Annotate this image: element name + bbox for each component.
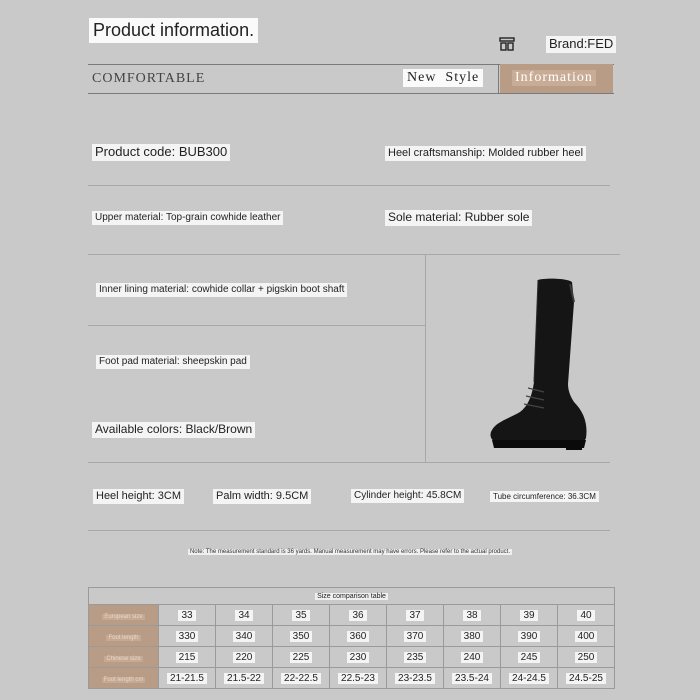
size-cell: 250 xyxy=(558,647,615,668)
cylinder-height: Cylinder height: 45.8CM xyxy=(351,489,464,503)
size-cell: 215 xyxy=(159,647,216,668)
size-cell: 22-22.5 xyxy=(273,668,330,689)
size-cell: 21-21.5 xyxy=(159,668,216,689)
size-cell: 33 xyxy=(159,605,216,626)
size-row-label: European size xyxy=(89,605,159,626)
size-table-caption: Size comparison table xyxy=(89,588,615,605)
table-row xyxy=(89,647,615,668)
size-cell: 370 xyxy=(387,626,444,647)
size-cell: 390 xyxy=(501,626,558,647)
foot-pad: Foot pad material: sheepskin pad xyxy=(96,355,250,369)
store-icon xyxy=(499,36,515,52)
size-cell: 23.5-24 xyxy=(444,668,501,689)
upper-material: Upper material: Top-grain cowhide leather xyxy=(92,211,283,225)
product-code: Product code: BUB300 xyxy=(92,144,230,161)
table-row xyxy=(89,668,615,689)
size-cell: 245 xyxy=(501,647,558,668)
information-label: Information xyxy=(512,70,596,86)
size-cell: 23-23.5 xyxy=(387,668,444,689)
heel-height: Heel height: 3CM xyxy=(93,489,184,504)
divider xyxy=(88,325,425,326)
size-table xyxy=(88,587,615,689)
size-cell: 38 xyxy=(444,605,501,626)
heel-craftsmanship: Heel craftsmanship: Molded rubber heel xyxy=(385,146,586,161)
size-cell: 360 xyxy=(330,626,387,647)
divider xyxy=(88,462,610,463)
available-colors: Available colors: Black/Brown xyxy=(92,422,255,438)
divider xyxy=(88,185,610,186)
size-cell: 340 xyxy=(216,626,273,647)
size-cell: 400 xyxy=(558,626,615,647)
tube-circumference: Tube circumference: 36.3CM xyxy=(490,491,599,502)
inner-lining: Inner lining material: cowhide collar + pigskin boot shaft xyxy=(96,283,347,297)
size-cell: 225 xyxy=(273,647,330,668)
size-cell: 240 xyxy=(444,647,501,668)
size-cell: 37 xyxy=(387,605,444,626)
size-row-label: Foot length xyxy=(89,626,159,647)
size-row-label: Chinese size xyxy=(89,647,159,668)
size-cell: 34 xyxy=(216,605,273,626)
measurement-note: Note: The measurement standard is 36 yards. Manual measurement may have errors. Please refer to the actual product. xyxy=(189,549,511,555)
size-cell: 22.5-23 xyxy=(330,668,387,689)
page-title: Product information. xyxy=(89,18,258,43)
new-style-label: New Style xyxy=(403,69,483,87)
tagline: COMFORTABLE xyxy=(92,71,206,86)
size-cell: 21.5-22 xyxy=(216,668,273,689)
sole-material: Sole material: Rubber sole xyxy=(385,210,532,226)
header-divider xyxy=(498,64,499,94)
size-cell: 235 xyxy=(387,647,444,668)
size-cell: 230 xyxy=(330,647,387,668)
divider xyxy=(425,254,426,462)
size-cell: 220 xyxy=(216,647,273,668)
size-cell: 350 xyxy=(273,626,330,647)
table-row xyxy=(89,605,615,626)
size-cell: 40 xyxy=(558,605,615,626)
size-cell: 36 xyxy=(330,605,387,626)
palm-width: Palm width: 9.5CM xyxy=(213,489,311,504)
brand-label: Brand:FED xyxy=(546,36,616,53)
size-cell: 39 xyxy=(501,605,558,626)
boot-image xyxy=(470,272,590,452)
size-cell: 24-24.5 xyxy=(501,668,558,689)
table-row xyxy=(89,626,615,647)
divider xyxy=(88,530,610,531)
divider xyxy=(88,254,620,255)
header-rule-bottom xyxy=(88,93,614,94)
size-cell: 24.5-25 xyxy=(558,668,615,689)
size-row-label: Foot length cm xyxy=(89,668,159,689)
size-cell: 35 xyxy=(273,605,330,626)
size-cell: 380 xyxy=(444,626,501,647)
size-cell: 330 xyxy=(159,626,216,647)
